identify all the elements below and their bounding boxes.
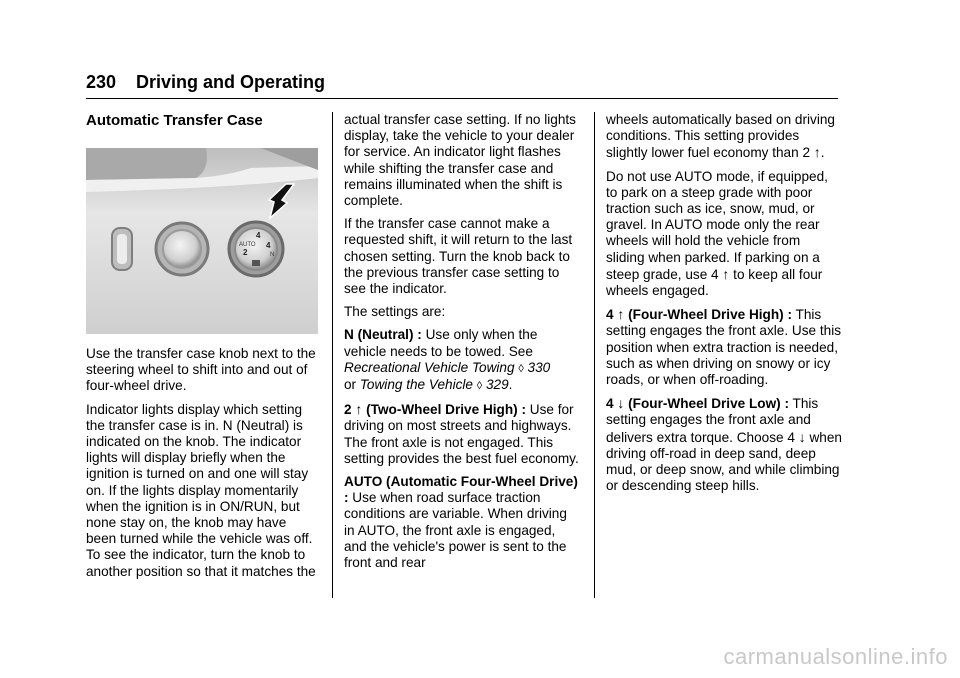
chapter-title: Driving and Operating xyxy=(136,72,326,92)
up-arrow-icon: ↑ xyxy=(355,401,363,418)
paragraph: The settings are: xyxy=(344,304,446,320)
reference-icon: ◊ xyxy=(476,380,483,393)
setting-term: (Four-Wheel Drive Low) : xyxy=(628,396,789,412)
setting-term-num: 4 xyxy=(606,396,614,412)
page-ref[interactable]: 329 xyxy=(485,377,509,393)
up-arrow-icon: ↑ xyxy=(617,306,625,323)
paragraph-text: Do not use AUTO mode, if equipped, to park on a steep grade with poor traction such as ice, snow, mud, or gravel. In AUTO mode only the rear wheels will hold the vehicle from sliding when parked. If parking on a steep grade, use 4 xyxy=(606,168,828,282)
setting-neutral xyxy=(344,327,580,394)
knob-label-4-high: 4 xyxy=(256,231,261,240)
setting-term-num: 4 xyxy=(606,307,614,323)
setting-term-num: 2 xyxy=(344,402,352,418)
setting-text: This setting engages the front axle and delivers extra torque. Choose 4 xyxy=(606,396,819,445)
paragraph: Use the transfer case knob next to the steering wheel to shift into and out of four-wheel drive. xyxy=(86,346,316,394)
down-arrow-icon: ↓ xyxy=(617,395,625,412)
setting-term: (Four-Wheel Drive High) : xyxy=(628,307,793,323)
setting-text: when driving off-road in deep sand, deep mud, or deep snow, and while climbing or descending steep hills. xyxy=(606,429,842,494)
down-arrow-icon: ↓ xyxy=(798,428,806,445)
setting-text: Use only when the vehicle needs to be towed. See xyxy=(344,327,538,359)
punctuation: . xyxy=(508,377,513,393)
paragraph: actual transfer case setting. If no lights display, take the vehicle to your dealer for service. An indicator light flashes while shifting the transfer case and remains illuminated when the shift is complete. xyxy=(344,112,576,209)
paragraph xyxy=(606,112,842,162)
up-arrow-icon: ↑ xyxy=(813,144,821,161)
setting-text: This setting engages the front axle. Use this position when extra traction is needed, such as when driving on snowy or icy roads, or when off-roading. xyxy=(606,307,842,388)
reference-icon: ◊ xyxy=(518,362,524,375)
paragraph: Indicator lights display which setting the transfer case is in. N (Neutral) is indicated on the knob. The indicator lights will display briefly when the ignition is turned on and one will stay on. If the lights display momentarily when the ignition is in ON/RUN, but none stay on, the knob may have been turned while the vehicle was off. To see the indicator, turn the knob to another position so that it matches the xyxy=(86,401,316,579)
section-heading: Automatic Transfer Case xyxy=(86,112,263,129)
setting-auto xyxy=(344,474,580,571)
column-3 xyxy=(606,112,842,501)
setting-term: N (Neutral) : xyxy=(344,327,422,343)
header-divider xyxy=(86,98,838,99)
setting-text: Use for driving on most streets and highways. The front axle is not engaged. This setting provides the best fuel economy. xyxy=(344,402,579,466)
paragraph-text: to keep all four wheels engaged. xyxy=(606,266,823,299)
column-divider-1 xyxy=(332,112,333,598)
column-1 xyxy=(86,112,318,587)
page-ref[interactable]: 330 xyxy=(527,359,551,375)
knob-label-auto: AUTO xyxy=(239,242,256,248)
page-number: 230 xyxy=(86,72,117,92)
setting-term: AUTO (Automatic Four-Wheel Drive) : xyxy=(344,474,578,506)
link-recreational-vehicle-towing[interactable]: Recreational Vehicle Towing xyxy=(344,359,515,375)
column-2 xyxy=(344,112,580,578)
knob-label-n: N xyxy=(270,252,275,258)
setting-four-low xyxy=(606,395,842,494)
setting-term: (Two-Wheel Drive High) : xyxy=(366,402,526,418)
punctuation: . xyxy=(820,145,825,161)
paragraph: If the transfer case cannot make a requested shift, it will return to the last chosen setting. Turn the knob back to the previous transfer case setting to see the indicator. xyxy=(344,216,573,297)
paragraph xyxy=(606,169,842,300)
paragraph-text: wheels automatically based on driving conditions. This setting provides slightly lower fuel economy than 2 xyxy=(606,112,835,161)
setting-four-high xyxy=(606,306,842,388)
setting-two-high xyxy=(344,401,580,467)
setting-text: or xyxy=(344,377,360,393)
column-divider-2 xyxy=(594,112,595,598)
knob-label-2: 2 xyxy=(243,248,248,257)
watermark: carmanualsonline.info xyxy=(723,644,948,669)
knob-label-4-low: 4 xyxy=(266,241,271,250)
transfer-case-knob-photo xyxy=(86,148,318,334)
link-towing-the-vehicle[interactable]: Towing the Vehicle xyxy=(359,377,473,393)
setting-text: Use when road surface traction conditions are variable. When driving in AUTO, the front axle is engaged, and the vehicle's power is sent to the front and rear xyxy=(344,490,567,571)
up-arrow-icon: ↑ xyxy=(722,265,730,282)
